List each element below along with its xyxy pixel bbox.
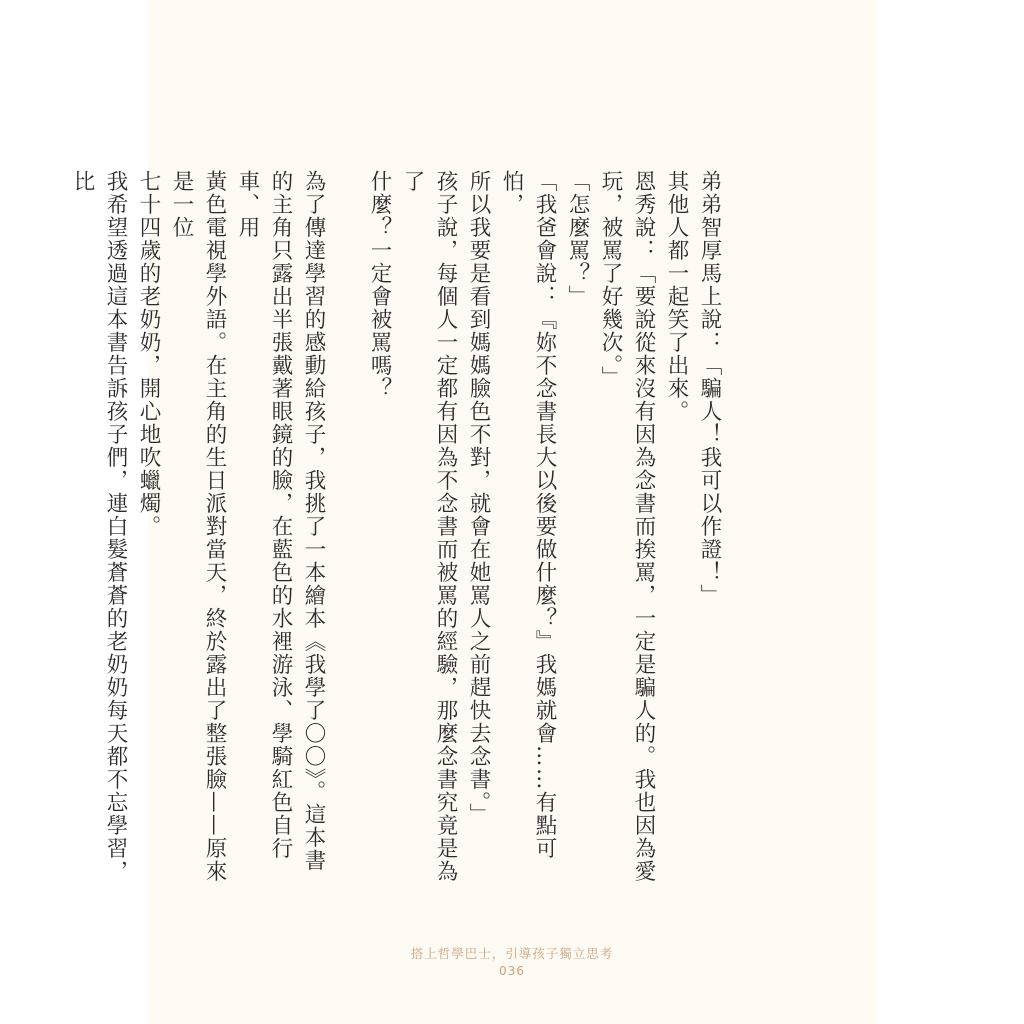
paragraph: 弟弟智厚馬上說：「騙人！我可以作證！」 [697,170,722,607]
body-text [66,170,726,890]
paragraph: 「我爸會說：『妳不念書長大以後要做什麼？』我媽就會……有點可怕， 所以我要是看到媽媽臉色不對，就會在她罵人之前趕快去念書。」 [466,170,557,860]
paragraph: 恩秀說：「要說從來沒有因為念書而挨罵，一定是騙人的。我也因為愛 玩，被罵了好幾次。」 [598,170,656,883]
paragraph: 其他人都一起笑了出來。 [664,170,689,423]
paragraph: 孩子說，每個人一定都有因為不念書而被罵的經驗，那麼念書究竟是為了 什麼？一定會被罵嗎？ [367,170,458,883]
running-footer-title: 搭上哲學巴士，引導孩子獨立思考 [410,946,614,961]
book-page [70,0,876,1024]
paragraph: 我希望透過這本書告訴孩子們，連白髮蒼蒼的老奶奶每天都不忘學習，比 [70,170,128,883]
page-number: 036 [499,964,525,978]
paragraph: 「怎麼罵？」 [565,170,590,308]
section-break [330,170,363,890]
paragraph: 為了傳達學習的感動給孩子，我挑了一本繪本《我學了〇〇》。這本書 的主角只露出半張戴著眼鏡的臉，在藍色的水裡游泳、學騎紅色自行車、用 黃色電視學外語。在主角的生日派對當天，終於露出了整張臉——原來是一位 七十四歲的老奶奶，開心地吹蠟燭。 [136,170,326,883]
